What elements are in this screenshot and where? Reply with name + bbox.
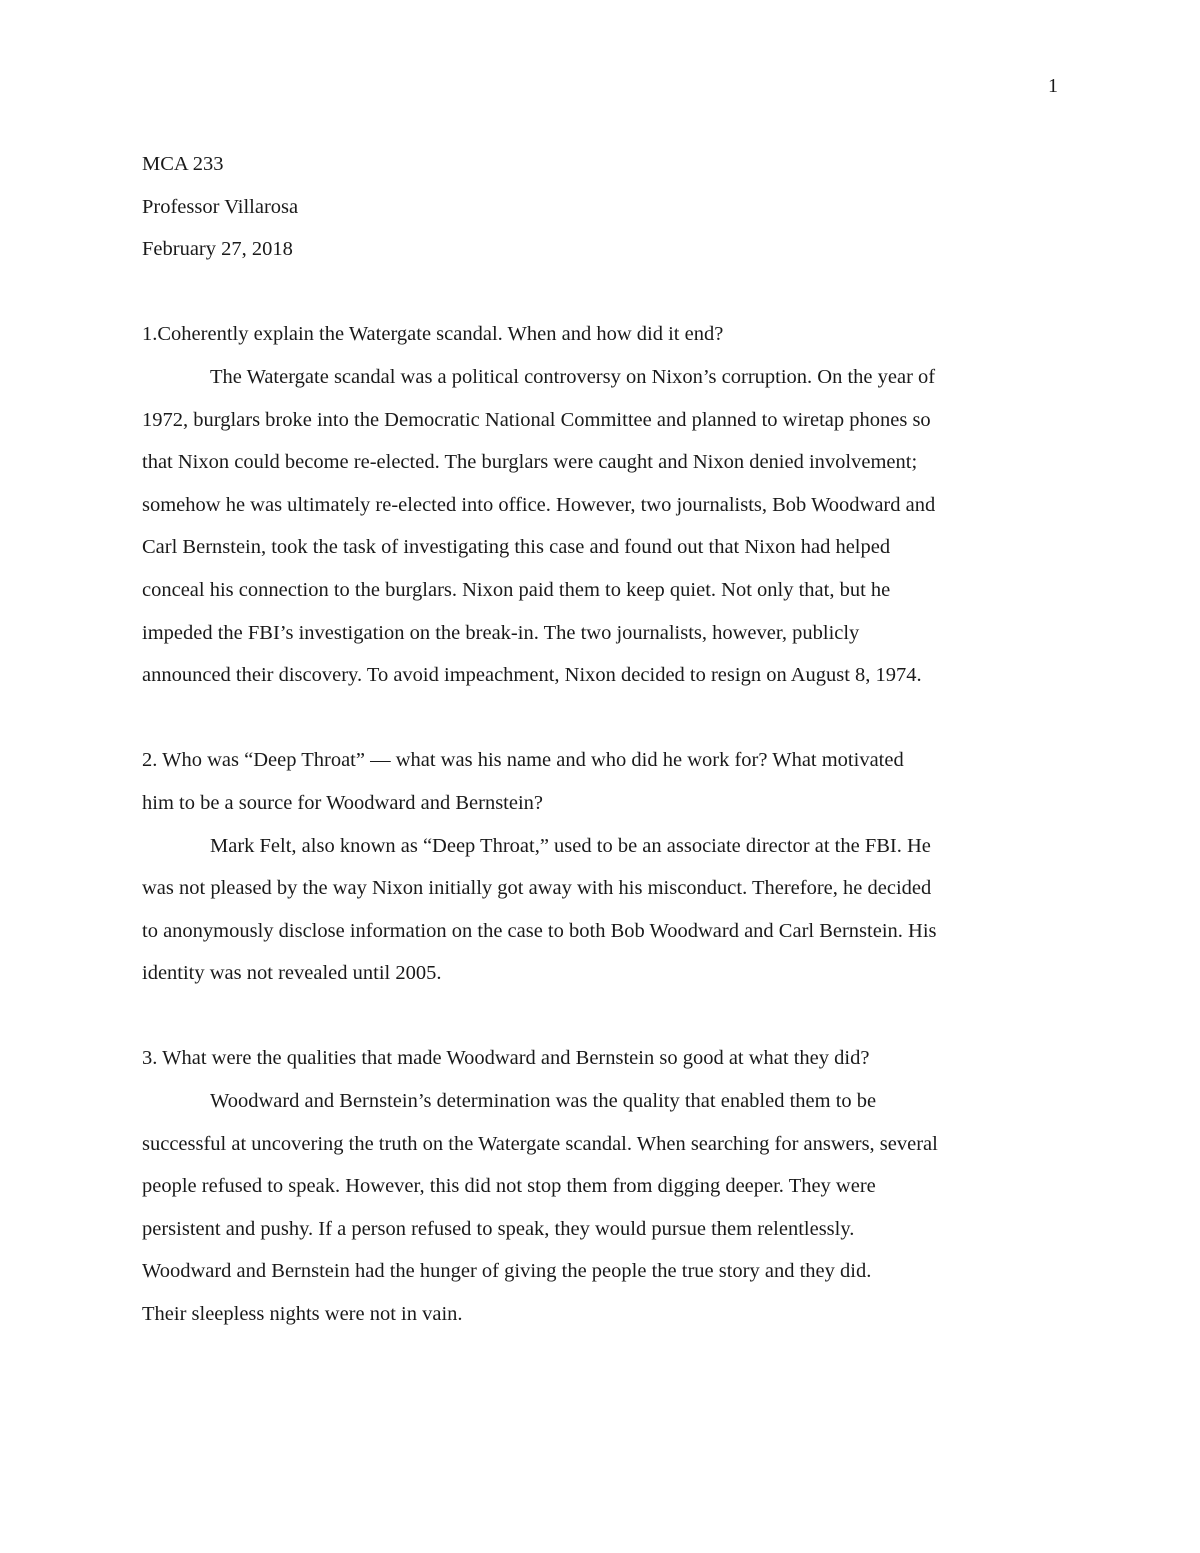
answer-line: impeded the FBI’s investigation on the break-in. The two journalists, however, publicly bbox=[142, 621, 860, 644]
answer-line: was not pleased by the way Nixon initially got away with his misconduct. Therefore, he decided bbox=[142, 877, 932, 900]
answer-line: successful at uncovering the truth on the Watergate scandal. When searching for answers, several bbox=[142, 1132, 938, 1155]
question-line: 2. Who was “Deep Throat” — what was his name and who did he work for? What motivated bbox=[142, 749, 904, 772]
answer-line: people refused to speak. However, this did not stop them from digging deeper. They were bbox=[142, 1175, 876, 1198]
answer-line: to anonymously disclose information on the case to both Bob Woodward and Carl Bernstein. His bbox=[142, 919, 937, 942]
blank-line bbox=[142, 271, 1060, 314]
question-section-1 bbox=[142, 313, 1060, 696]
header-block bbox=[142, 143, 1060, 271]
question-line: 3. What were the qualities that made Woodward and Bernstein so good at what they did? bbox=[142, 1047, 870, 1070]
answer-line: identity was not revealed until 2005. bbox=[142, 962, 442, 985]
answer-line: conceal his connection to the burglars. Nixon paid them to keep quiet. Not only that, but he bbox=[142, 578, 891, 601]
answer-line: Woodward and Bernstein had the hunger of giving the people the true story and they did. bbox=[142, 1260, 872, 1283]
question-section-3 bbox=[142, 1037, 1060, 1335]
blank-line bbox=[142, 995, 1060, 1038]
answer-line: announced their discovery. To avoid impeachment, Nixon decided to resign on August 8, 1974. bbox=[142, 664, 922, 687]
answer-line: that Nixon could become re-elected. The burglars were caught and Nixon denied involvement; bbox=[142, 451, 918, 474]
answer-line: 1972, burglars broke into the Democratic National Committee and planned to wiretap phones so bbox=[142, 408, 931, 431]
question-line: him to be a source for Woodward and Bernstein? bbox=[142, 791, 544, 814]
answer-line: The Watergate scandal was a political controversy on Nixon’s corruption. On the year of bbox=[210, 365, 936, 388]
professor-name: Professor Villarosa bbox=[142, 195, 299, 218]
answer-line: Woodward and Bernstein’s determination was the quality that enabled them to be bbox=[210, 1090, 877, 1113]
page-number: 1 bbox=[1048, 75, 1058, 97]
blank-line bbox=[142, 697, 1060, 740]
answer-line: Carl Bernstein, took the task of investigating this case and found out that Nixon had helped bbox=[142, 536, 891, 559]
question-section-2 bbox=[142, 739, 1060, 995]
answer-line: Their sleepless nights were not in vain. bbox=[142, 1303, 463, 1326]
document-date: February 27, 2018 bbox=[142, 238, 293, 261]
answer-line: Mark Felt, also known as “Deep Throat,” used to be an associate director at the FBI. He bbox=[210, 834, 931, 857]
answer-line: persistent and pushy. If a person refused to speak, they would pursue them relentlessly. bbox=[142, 1217, 855, 1240]
document-body bbox=[142, 143, 1060, 1336]
answer-line: somehow he was ultimately re-elected into office. However, two journalists, Bob Woodward and bbox=[142, 493, 936, 516]
question-line: 1.Coherently explain the Watergate scandal. When and how did it end? bbox=[142, 323, 724, 346]
course-name: MCA 233 bbox=[142, 153, 224, 175]
